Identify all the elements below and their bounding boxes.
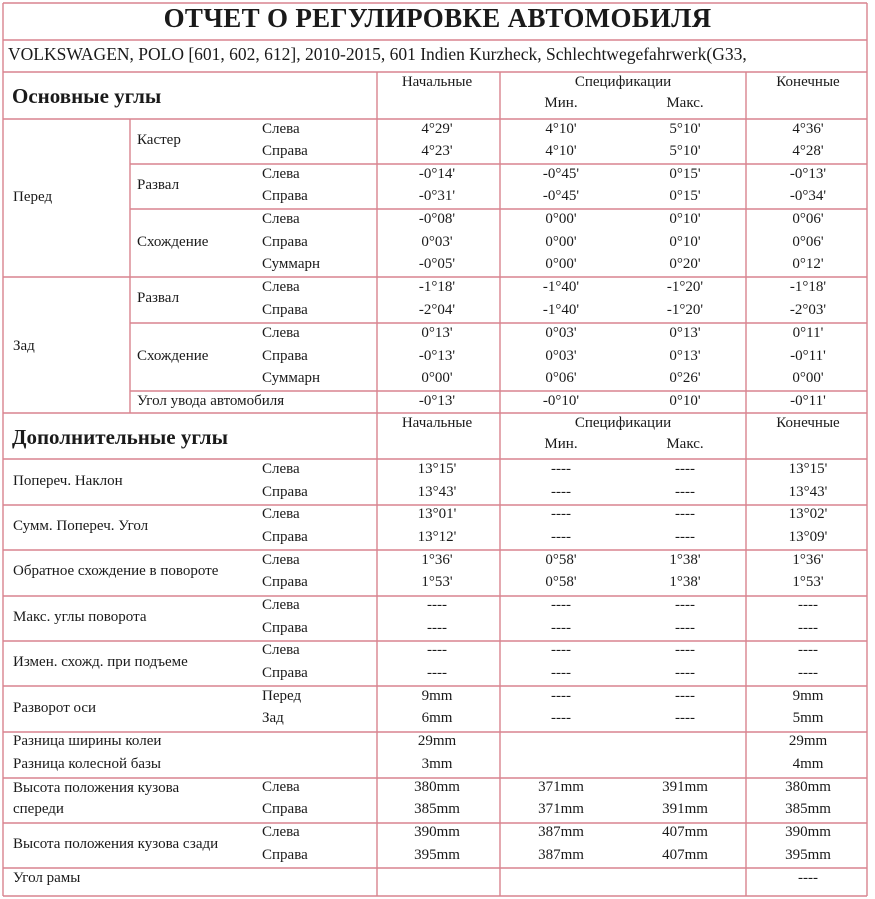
value-min: 0°58' — [545, 574, 577, 590]
value-max: 0°10' — [669, 234, 701, 250]
value-final: 29mm — [788, 733, 828, 749]
side-label: Слева — [262, 552, 300, 568]
value-min: 0°00' — [545, 256, 577, 272]
value-max: ---- — [675, 484, 695, 500]
value-max: 1°38' — [669, 574, 701, 590]
param-label: Измен. схожд. при подъеме — [13, 654, 188, 670]
value-initial: ---- — [427, 620, 447, 636]
value-final: ---- — [798, 642, 818, 658]
param-label: Высота положения кузова сзади — [13, 836, 219, 852]
value-final: -0°13' — [789, 166, 827, 182]
value-min: 387mm — [538, 824, 584, 840]
value-final: 390mm — [785, 824, 831, 840]
group-front: Перед — [13, 189, 53, 205]
side-label: Справа — [262, 302, 308, 318]
side-label: Слева — [262, 824, 300, 840]
value-max: 407mm — [662, 824, 708, 840]
side-label: Справа — [262, 801, 308, 817]
side-label: Слева — [262, 642, 300, 658]
value-min: ---- — [551, 597, 571, 613]
value-final: 13°15' — [788, 461, 828, 477]
side-label: Справа — [262, 348, 308, 364]
value-initial: 13°43' — [417, 484, 457, 500]
value-min: -1°40' — [542, 279, 580, 295]
param-label: Схождение — [137, 348, 209, 364]
value-max: ---- — [675, 506, 695, 522]
value-min: 0°03' — [545, 348, 577, 364]
additional-angles-title: Дополнительные углы — [12, 425, 228, 449]
value-max: 5°10' — [669, 121, 701, 137]
value-max: ---- — [675, 642, 695, 658]
value-min: ---- — [551, 642, 571, 658]
side-label: Справа — [262, 529, 308, 545]
value-max: ---- — [675, 597, 695, 613]
param-label: Разница колесной базы — [13, 756, 162, 772]
value-max: -1°20' — [666, 279, 704, 295]
param-label: Макс. углы поворота — [13, 609, 147, 625]
value-final: 13°02' — [788, 506, 828, 522]
value-min: 0°03' — [545, 325, 577, 341]
value-min: -0°10' — [542, 393, 580, 409]
value-min: ---- — [551, 688, 571, 704]
value-final: ---- — [798, 665, 818, 681]
value-initial: 6mm — [421, 710, 453, 726]
main-angles-title: Основные углы — [12, 84, 162, 108]
value-final: 9mm — [792, 688, 824, 704]
value-max: ---- — [675, 710, 695, 726]
value-final: 5mm — [792, 710, 824, 726]
value-max: ---- — [675, 529, 695, 545]
value-min: ---- — [551, 620, 571, 636]
side-label: Слева — [262, 325, 300, 341]
value-final: 0°11' — [792, 325, 824, 341]
side-label: Справа — [262, 484, 308, 500]
value-final: 4mm — [792, 756, 824, 772]
value-initial: 29mm — [417, 733, 457, 749]
param-label: Схождение — [137, 234, 209, 250]
param-label: Попереч. Наклон — [13, 473, 123, 489]
param-label: Угол увода автомобиля — [137, 393, 285, 409]
value-min: ---- — [551, 506, 571, 522]
main-header-initial: Начальные — [401, 74, 473, 90]
value-initial: 0°03' — [421, 234, 453, 250]
value-max: ---- — [675, 665, 695, 681]
value-initial: -0°13' — [418, 393, 456, 409]
param-label: спереди — [13, 801, 64, 817]
value-initial: 380mm — [414, 779, 460, 795]
value-initial: -2°04' — [418, 302, 456, 318]
value-min: 387mm — [538, 847, 584, 863]
main-header-min: Мин. — [544, 95, 578, 111]
param-label: Развал — [137, 177, 180, 193]
value-min: ---- — [551, 710, 571, 726]
value-initial: 1°53' — [421, 574, 453, 590]
value-final: 395mm — [785, 847, 831, 863]
value-initial: -0°31' — [418, 188, 456, 204]
side-label: Слева — [262, 461, 300, 477]
side-label: Справа — [262, 234, 308, 250]
value-initial: 13°01' — [417, 506, 457, 522]
side-label: Перед — [262, 688, 302, 704]
value-initial: 13°15' — [417, 461, 457, 477]
value-max: 407mm — [662, 847, 708, 863]
value-final: 1°36' — [792, 552, 824, 568]
add-header-initial: Начальные — [401, 415, 473, 431]
value-final: -1°18' — [789, 279, 827, 295]
value-max: 0°13' — [669, 348, 701, 364]
value-initial: 395mm — [414, 847, 460, 863]
side-label: Слева — [262, 279, 300, 295]
value-min: 371mm — [538, 779, 584, 795]
value-final: -0°11' — [790, 348, 826, 364]
main-header-final: Конечные — [776, 74, 840, 90]
value-min: 4°10' — [545, 143, 577, 159]
side-label: Слева — [262, 597, 300, 613]
value-final: ---- — [798, 870, 818, 886]
param-label: Сумм. Попереч. Угол — [13, 518, 149, 534]
side-label: Слева — [262, 166, 300, 182]
value-min: ---- — [551, 529, 571, 545]
value-initial: -0°08' — [418, 211, 456, 227]
side-label: Зад — [262, 710, 284, 726]
value-initial: 0°00' — [421, 370, 453, 386]
value-max: 0°13' — [669, 325, 701, 341]
value-final: 0°00' — [792, 370, 824, 386]
side-label: Суммарн — [262, 256, 321, 272]
value-initial: 9mm — [421, 688, 453, 704]
value-max: 0°20' — [669, 256, 701, 272]
value-initial: -0°05' — [418, 256, 456, 272]
value-min: -0°45' — [542, 188, 580, 204]
value-max: 0°15' — [669, 188, 701, 204]
value-min: ---- — [551, 665, 571, 681]
value-min: ---- — [551, 484, 571, 500]
value-max: 0°10' — [669, 211, 701, 227]
main-header-max: Макс. — [666, 95, 704, 111]
param-label: Угол рамы — [13, 870, 81, 886]
value-final: 1°53' — [792, 574, 824, 590]
add-header-final: Конечные — [776, 415, 840, 431]
value-final: 4°28' — [792, 143, 824, 159]
side-label: Слева — [262, 779, 300, 795]
value-final: 0°12' — [792, 256, 824, 272]
value-initial: ---- — [427, 597, 447, 613]
value-initial: -0°13' — [418, 348, 456, 364]
side-label: Справа — [262, 143, 308, 159]
value-min: 0°00' — [545, 234, 577, 250]
param-label: Кастер — [137, 132, 181, 148]
side-label: Суммарн — [262, 370, 321, 386]
value-final: 380mm — [785, 779, 831, 795]
value-max: -1°20' — [666, 302, 704, 318]
value-initial: 1°36' — [421, 552, 453, 568]
value-final: -2°03' — [789, 302, 827, 318]
value-final: ---- — [798, 620, 818, 636]
value-initial: 4°23' — [421, 143, 453, 159]
report-title: ОТЧЕТ О РЕГУЛИРОВКЕ АВТОМОБИЛЯ — [163, 3, 712, 33]
add-header-min: Мин. — [544, 436, 578, 452]
value-min: 0°58' — [545, 552, 577, 568]
value-min: 4°10' — [545, 121, 577, 137]
value-min: -1°40' — [542, 302, 580, 318]
param-label: Высота положения кузова — [13, 780, 180, 796]
value-min: ---- — [551, 461, 571, 477]
value-min: 0°00' — [545, 211, 577, 227]
side-label: Справа — [262, 847, 308, 863]
value-initial: 390mm — [414, 824, 460, 840]
value-initial: ---- — [427, 642, 447, 658]
side-label: Справа — [262, 574, 308, 590]
side-label: Слева — [262, 211, 300, 227]
value-initial: 4°29' — [421, 121, 453, 137]
add-header-specs: Спецификации — [574, 415, 672, 431]
value-final: 385mm — [785, 801, 831, 817]
value-initial: 13°12' — [417, 529, 457, 545]
value-final: 4°36' — [792, 121, 824, 137]
vehicle-description: VOLKSWAGEN, POLO [601, 602, 612], 2010-2015, 601 Indien Kurzheck, Schlechtwegefahrwerk(G33, — [8, 44, 747, 64]
value-initial: ---- — [427, 665, 447, 681]
value-max: 0°10' — [669, 393, 701, 409]
value-initial: 0°13' — [421, 325, 453, 341]
value-final: -0°11' — [790, 393, 826, 409]
value-min: 371mm — [538, 801, 584, 817]
group-rear: Зад — [13, 338, 35, 354]
param-label: Развал — [137, 290, 180, 306]
value-max: 0°26' — [669, 370, 701, 386]
value-final: -0°34' — [789, 188, 827, 204]
value-final: ---- — [798, 597, 818, 613]
value-min: 0°06' — [545, 370, 577, 386]
value-max: 391mm — [662, 779, 708, 795]
value-max: ---- — [675, 688, 695, 704]
side-label: Слева — [262, 506, 300, 522]
value-max: 391mm — [662, 801, 708, 817]
value-final: 13°09' — [788, 529, 828, 545]
value-final: 0°06' — [792, 211, 824, 227]
value-initial: 3mm — [421, 756, 453, 772]
add-header-max: Макс. — [666, 436, 704, 452]
value-initial: -0°14' — [418, 166, 456, 182]
side-label: Справа — [262, 620, 308, 636]
value-final: 13°43' — [788, 484, 828, 500]
value-max: 0°15' — [669, 166, 701, 182]
value-max: 5°10' — [669, 143, 701, 159]
main-header-specs: Спецификации — [574, 74, 672, 90]
value-initial: -1°18' — [418, 279, 456, 295]
value-initial: 385mm — [414, 801, 460, 817]
param-label: Разница ширины колеи — [13, 733, 162, 749]
side-label: Справа — [262, 665, 308, 681]
side-label: Справа — [262, 188, 308, 204]
param-label: Разворот оси — [13, 700, 97, 716]
value-min: -0°45' — [542, 166, 580, 182]
param-label: Обратное схождение в повороте — [13, 563, 219, 579]
value-final: 0°06' — [792, 234, 824, 250]
value-max: ---- — [675, 461, 695, 477]
value-max: 1°38' — [669, 552, 701, 568]
value-max: ---- — [675, 620, 695, 636]
side-label: Слева — [262, 121, 300, 137]
